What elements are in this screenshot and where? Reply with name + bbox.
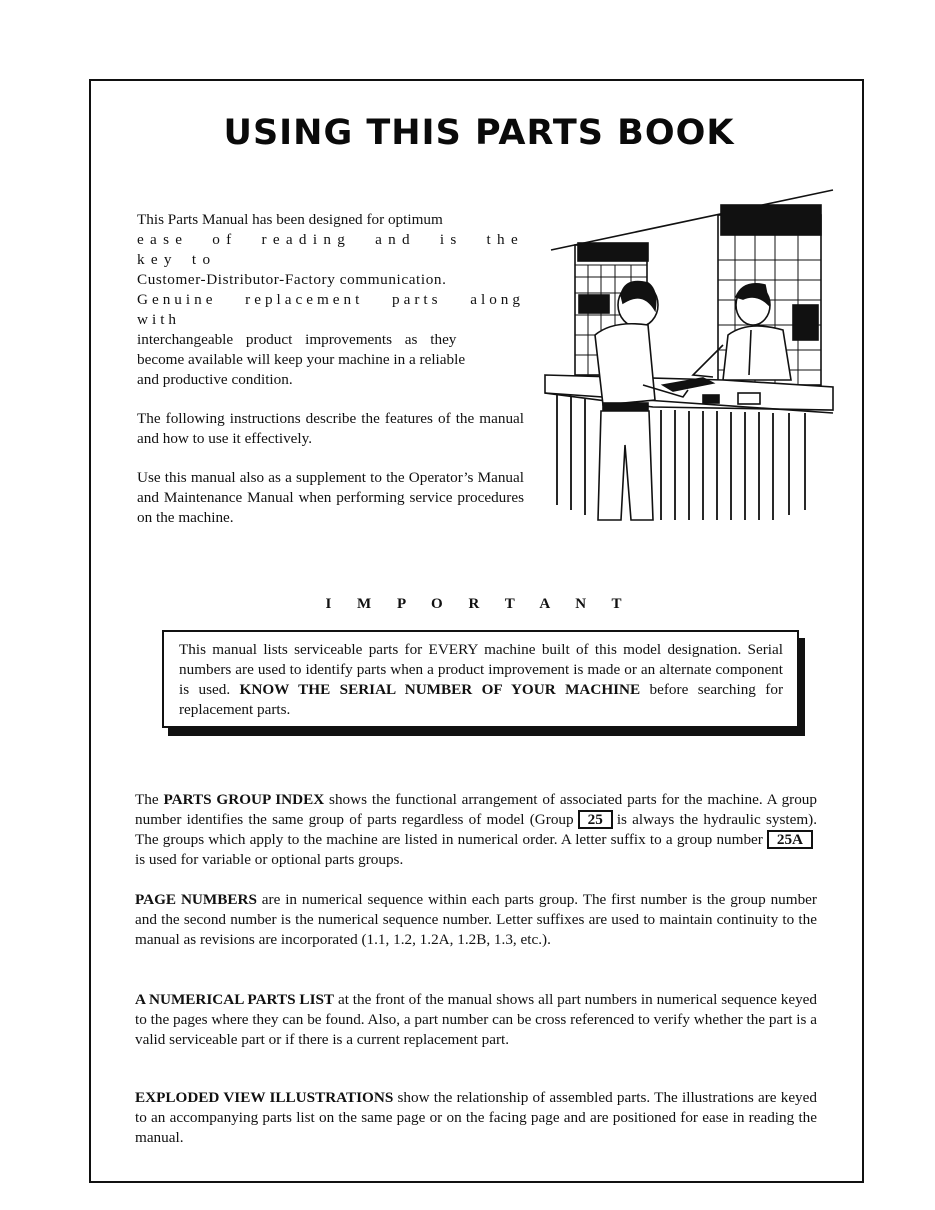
parts-counter-illustration bbox=[543, 185, 838, 525]
intro-line: Customer-Distributor-Factory communication. bbox=[137, 271, 447, 288]
section-text: show the relationship of assembled parts. The illustrations are keyed to an accompanying parts list on the same page or on the facing page and are positioned for ease in reading the manual. bbox=[135, 1089, 817, 1146]
important-heading: I M P O R T A N T bbox=[325, 596, 633, 612]
section-exploded-view bbox=[135, 1088, 817, 1148]
intro-line: interchangeable product improvements as they bbox=[137, 331, 457, 348]
section-page-numbers bbox=[135, 890, 817, 950]
section-parts-group-index bbox=[135, 790, 817, 870]
section-text: shows the functional arrangement of associated parts for the machine. A group number identifies the same group of parts regardless of model (Group bbox=[135, 791, 817, 828]
page-title: USING THIS PARTS BOOK bbox=[223, 113, 735, 153]
section-text: at the front of the manual shows all part numbers in numerical sequence keyed to the pages where they can be found. Also, a part number can be cross referenced to verify whether the part is a valid serviceable part or if there is a current replacement part. bbox=[135, 991, 817, 1048]
intro-paragraph-1 bbox=[137, 210, 524, 390]
important-text: This manual lists serviceable parts for EVERY machine built of this model designation. Serial numbers are used to identify parts when a product improvement is made or an alternate component is used. bbox=[179, 641, 783, 698]
intro-paragraph-2: The following instructions describe the features of the manual and how to use it effectively. bbox=[137, 410, 524, 447]
intro-line: and productive condition. bbox=[137, 371, 293, 388]
section-heading: A NUMERICAL PARTS LIST bbox=[135, 991, 335, 1008]
group-number-box: 25 bbox=[578, 810, 613, 829]
important-emphasis: KNOW THE SERIAL NUMBER OF YOUR MACHINE bbox=[239, 681, 641, 698]
intro-line: This Parts Manual has been designed for optimum bbox=[137, 211, 443, 228]
section-heading: EXPLODED VIEW ILLUSTRATIONS bbox=[135, 1089, 394, 1106]
section-text: are in numerical sequence within each parts group. The first number is the group number and the second number is the numerical sequence number. Letter suffixes are used to maintain continuity to the manual as revisions are incorporated (1.1, 1.2, 1.2A, 1.2B, 1.3, etc.). bbox=[135, 891, 817, 948]
section-heading: PAGE NUMBERS bbox=[135, 891, 257, 908]
section-numerical-parts-list bbox=[135, 990, 817, 1050]
important-text-end: before searching for replacement parts. bbox=[179, 681, 784, 718]
section-text: The bbox=[135, 791, 164, 808]
section-text: is used for variable or optional parts groups. bbox=[135, 851, 404, 868]
section-text: is always the hydraulic system). The groups which apply to the machine are listed in numerical order. A letter suffix to a group number bbox=[135, 811, 817, 848]
important-notice-box bbox=[162, 630, 799, 728]
intro-paragraph-3: Use this manual also as a supplement to the Operator’s Manual and Maintenance Manual when performing service procedures on the machine. bbox=[137, 469, 524, 526]
group-suffix-box: 25A bbox=[767, 830, 813, 849]
section-heading: PARTS GROUP INDEX bbox=[163, 791, 325, 808]
intro-text bbox=[137, 210, 524, 547]
intro-line: Genuine replacement parts along with bbox=[137, 291, 524, 328]
intro-line: become available will keep your machine in a reliable bbox=[137, 351, 466, 368]
intro-line: ease of reading and is the key to bbox=[137, 231, 524, 268]
